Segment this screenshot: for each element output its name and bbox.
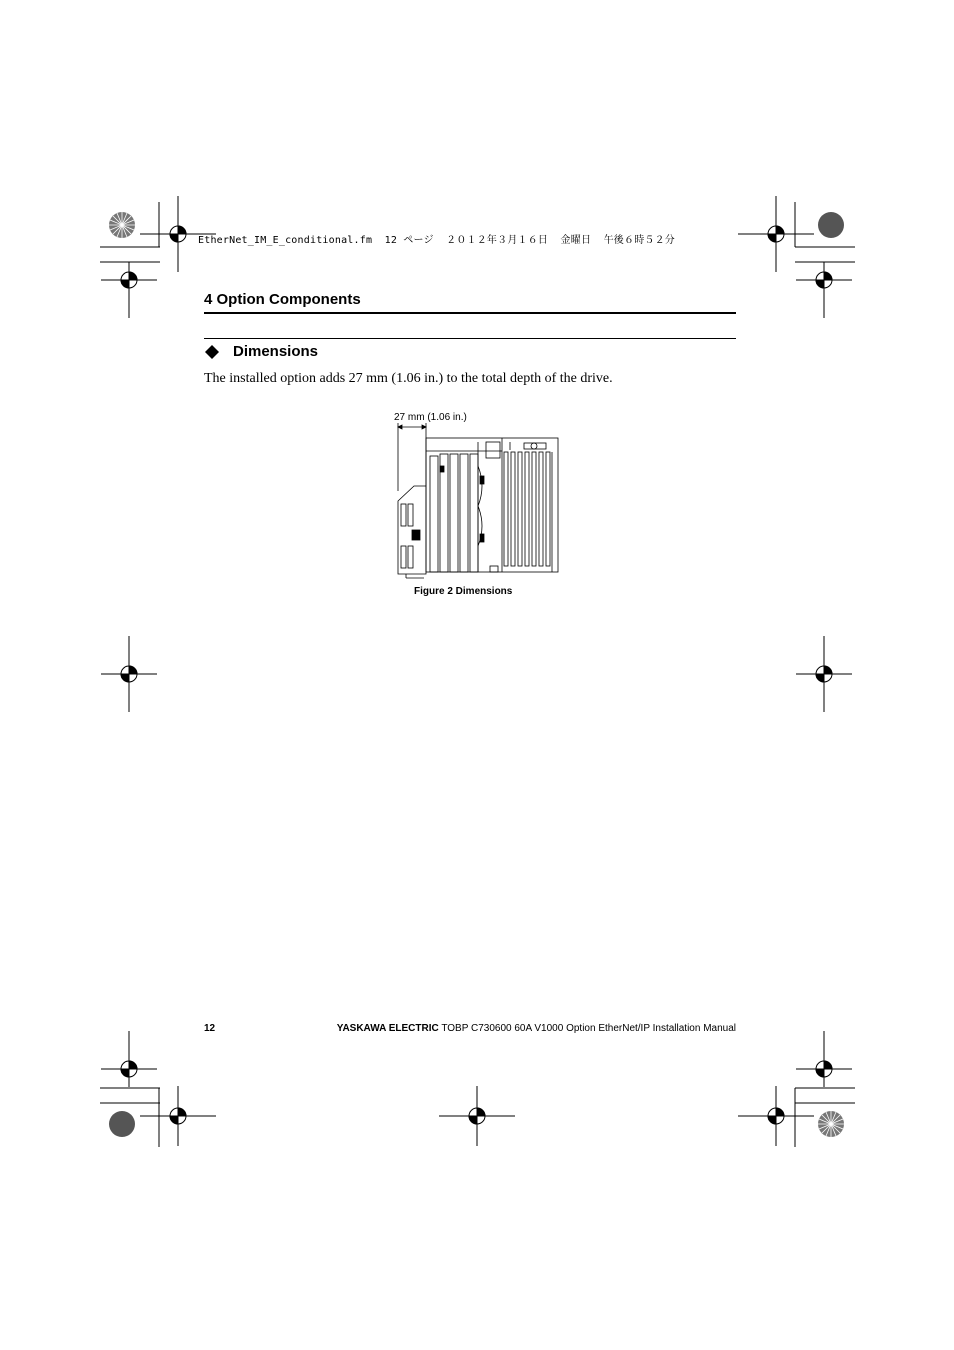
print-header: EtherNet_IM_E_conditional.fm 12 ページ ２０１２年３月１６日 金曜日 午後６時５２分 — [198, 235, 675, 246]
diamond-bullet-icon — [205, 345, 219, 359]
footer-brand: YASKAWA ELECTRIC — [336, 1023, 439, 1034]
footer-manual-info — [337, 1023, 736, 1034]
subsection-heading — [205, 343, 318, 360]
subsection-title: Dimensions — [233, 343, 319, 360]
subsection-rule — [204, 338, 736, 339]
section-title: 4 Option Components — [204, 291, 361, 308]
figure-caption: Figure 2 Dimensions — [414, 586, 513, 597]
dimensions-figure — [384, 406, 574, 582]
drive-side-view-drawing — [384, 406, 574, 582]
body-paragraph: The installed option adds 27 mm (1.06 in.) to the total depth of the drive. — [204, 371, 613, 386]
page-number: 12 — [204, 1023, 216, 1034]
footer-manual-title: TOBP C730600 60A V1000 Option EtherNet/IP Installation Manual — [438, 1023, 736, 1034]
section-rule — [204, 312, 736, 314]
dimension-label: 27 mm (1.06 in.) — [394, 412, 467, 423]
